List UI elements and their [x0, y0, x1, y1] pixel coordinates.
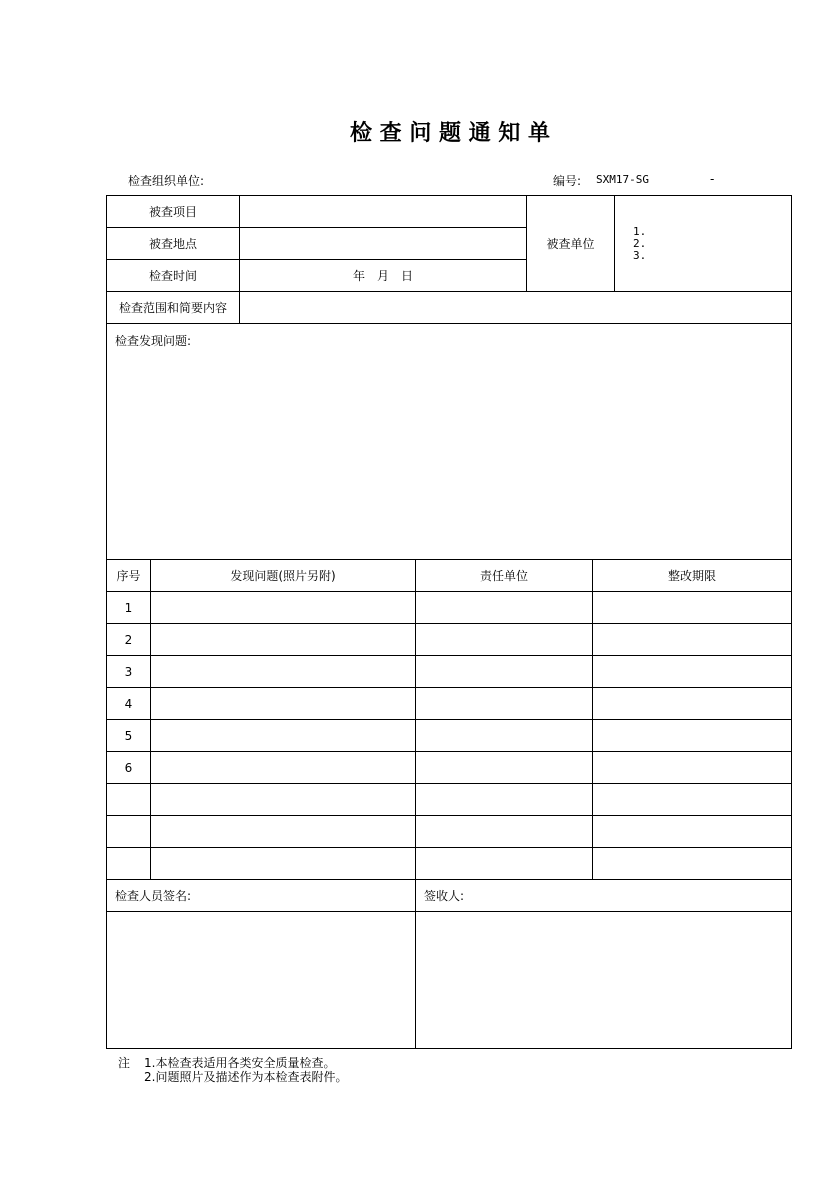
- table-cell[interactable]: [415, 847, 593, 880]
- table-cell[interactable]: [592, 783, 792, 816]
- scope-field[interactable]: [239, 291, 792, 324]
- label-time: 检查时间: [106, 259, 240, 292]
- header-problem: 发现问题(照片另附): [150, 559, 416, 592]
- table-cell[interactable]: [592, 847, 792, 880]
- table-cell[interactable]: [150, 719, 416, 752]
- table-cell[interactable]: [592, 687, 792, 720]
- unit-field[interactable]: [614, 195, 792, 292]
- table-cell[interactable]: [150, 847, 416, 880]
- page-title: 检 查 问 题 通 知 单: [350, 121, 550, 146]
- table-cell[interactable]: [592, 591, 792, 624]
- table-cell[interactable]: [150, 655, 416, 688]
- number-value: SXM17-SG: [596, 173, 649, 186]
- header-deadline: 整改期限: [592, 559, 792, 592]
- row-index: 3: [106, 655, 151, 688]
- table-cell[interactable]: [592, 815, 792, 848]
- label-scope: 检查范围和简要内容: [106, 291, 240, 324]
- table-cell[interactable]: [592, 719, 792, 752]
- inspector-sign-label: 检查人员签名:: [106, 879, 416, 912]
- unit-line: 2.: [633, 236, 647, 250]
- location-field[interactable]: [239, 227, 527, 260]
- table-cell[interactable]: [150, 687, 416, 720]
- problems-field[interactable]: 检查发现问题:: [106, 323, 792, 560]
- table-cell[interactable]: [415, 783, 593, 816]
- note-line: 2.问题照片及描述作为本检查表附件。: [144, 1070, 348, 1084]
- table-cell[interactable]: [415, 623, 593, 656]
- table-cell[interactable]: [415, 655, 593, 688]
- unit-line: 1.: [633, 224, 647, 238]
- label-location: 被查地点: [106, 227, 240, 260]
- row-index: 1: [106, 591, 151, 624]
- row-index: 5: [106, 719, 151, 752]
- notes-label: 注: [118, 1056, 131, 1070]
- row-index: 2: [106, 623, 151, 656]
- table-cell[interactable]: [415, 815, 593, 848]
- table-cell[interactable]: [415, 719, 593, 752]
- number-suffix: -: [710, 172, 715, 186]
- label-unit: 被查单位: [526, 195, 615, 292]
- time-field[interactable]: 年 月 日: [239, 259, 527, 292]
- row-index: [106, 783, 151, 816]
- table-cell[interactable]: [150, 591, 416, 624]
- table-cell[interactable]: [150, 783, 416, 816]
- row-index: [106, 847, 151, 880]
- table-cell[interactable]: [150, 815, 416, 848]
- table-cell[interactable]: [415, 751, 593, 784]
- org-label: 检查组织单位:: [128, 174, 205, 188]
- table-cell[interactable]: [150, 751, 416, 784]
- project-field[interactable]: [239, 195, 527, 228]
- table-cell[interactable]: [150, 623, 416, 656]
- table-cell[interactable]: [592, 655, 792, 688]
- unit-line: 3.: [633, 248, 647, 262]
- header-index: 序号: [106, 559, 151, 592]
- receiver-sign-field[interactable]: [415, 911, 792, 1049]
- inspector-sign-field[interactable]: [106, 911, 416, 1049]
- table-cell[interactable]: [592, 751, 792, 784]
- table-cell[interactable]: [415, 687, 593, 720]
- table-cell[interactable]: [592, 623, 792, 656]
- table-cell[interactable]: [415, 591, 593, 624]
- row-index: 6: [106, 751, 151, 784]
- receiver-sign-label: 签收人:: [415, 879, 792, 912]
- header-responsible-unit: 责任单位: [415, 559, 593, 592]
- row-index: [106, 815, 151, 848]
- label-project: 被查项目: [106, 195, 240, 228]
- row-index: 4: [106, 687, 151, 720]
- note-line: 1.本检查表适用各类安全质量检查。: [144, 1056, 336, 1070]
- number-label: 编号:: [553, 174, 582, 188]
